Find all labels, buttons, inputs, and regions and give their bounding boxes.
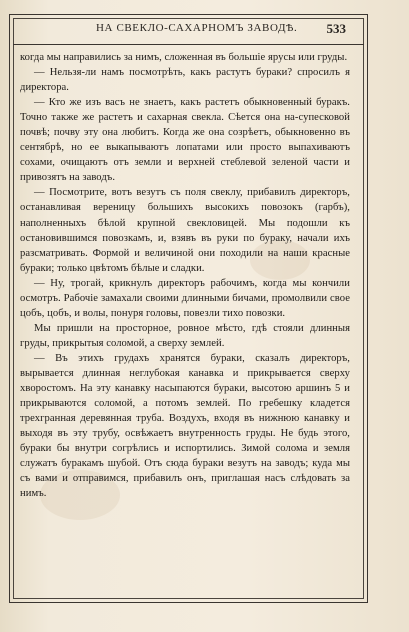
running-header <box>16 22 346 40</box>
paragraph: — Въ этихъ грудахъ хранятся бураки, сказалъ директоръ, вырывается длинная неглубокая канавка и прикрывается сверху хворостомъ. На эту канавку насыпаются бураки, высотою аршинъ 5 и прикрываются соломой, а потомъ землей. По гребешку кладется трехгранная деревянная труба. Воздухъ, входя въ нижнюю канавку и выходя въ эту трубу, освѣжаетъ внутренность груды. Не будь этого, бураки бы внутри согрѣлись и испортились. Зимой солома и земля служатъ буракамъ шубой. Отъ сюда бураки везутъ на заводъ; куда мы съ вами и отправимся, прибавилъ онъ, приглашая насъ слѣдовать за нимъ. <box>20 352 350 500</box>
body-text <box>20 50 350 501</box>
paragraph: когда мы направились за нимъ, сложенная въ большіе ярусы или груды. <box>20 52 348 63</box>
running-title: НА СВЕКЛО-САХАРНОМЪ ЗАВОДѢ. <box>96 22 298 34</box>
paragraph: Мы пришли на просторное, ровное мѣсто, гдѣ стояли длинныя груды, прикрытыя соломой, а сверху землей. <box>20 322 350 349</box>
paragraph: — Кто же изъ васъ не знаетъ, какъ растетъ обыкновенный буракъ. Точно также же растетъ и сахарная свекла. Сѣется она на-супесковой почвѣ; почву эту она любитъ. Когда же она созрѣетъ, обыкновенно въ сентябрѣ, но ее выкапываютъ лопатами или просто выпахиваютъ сохами, очищаютъ отъ земли и верхней стеблевой зеленой части и привозятъ на заводъ. <box>20 97 350 184</box>
page-number: 533 <box>326 21 346 36</box>
header-rule <box>13 44 364 45</box>
paragraph: — Посмотрите, вотъ везутъ съ поля свеклу, прибавилъ директоръ, останавливая вереницу большихъ высокихъ повозокъ (гарбъ), наполненныхъ бѣлой крупной свекловицей. Мы подошли къ остановившимся повозкамъ, и, взявъ въ руки по бураку, начали ихъ разсматривать. Формой и величиной они походили на наши красные бураки; только цвѣтомъ бѣлые и сладки. <box>20 187 350 274</box>
paragraph: — Нельзя-ли намъ посмотрѣть, какъ растутъ бураки? спросилъ я директора. <box>20 67 350 94</box>
paragraph: — Ну, трогай, крикнулъ директоръ рабочимъ, когда мы кончили осмотръ. Рабочіе замахали своими длинными бичами, промолвили свое цобъ, цобъ, и волы, понуря головы, повезли тихо повозки. <box>20 277 350 319</box>
